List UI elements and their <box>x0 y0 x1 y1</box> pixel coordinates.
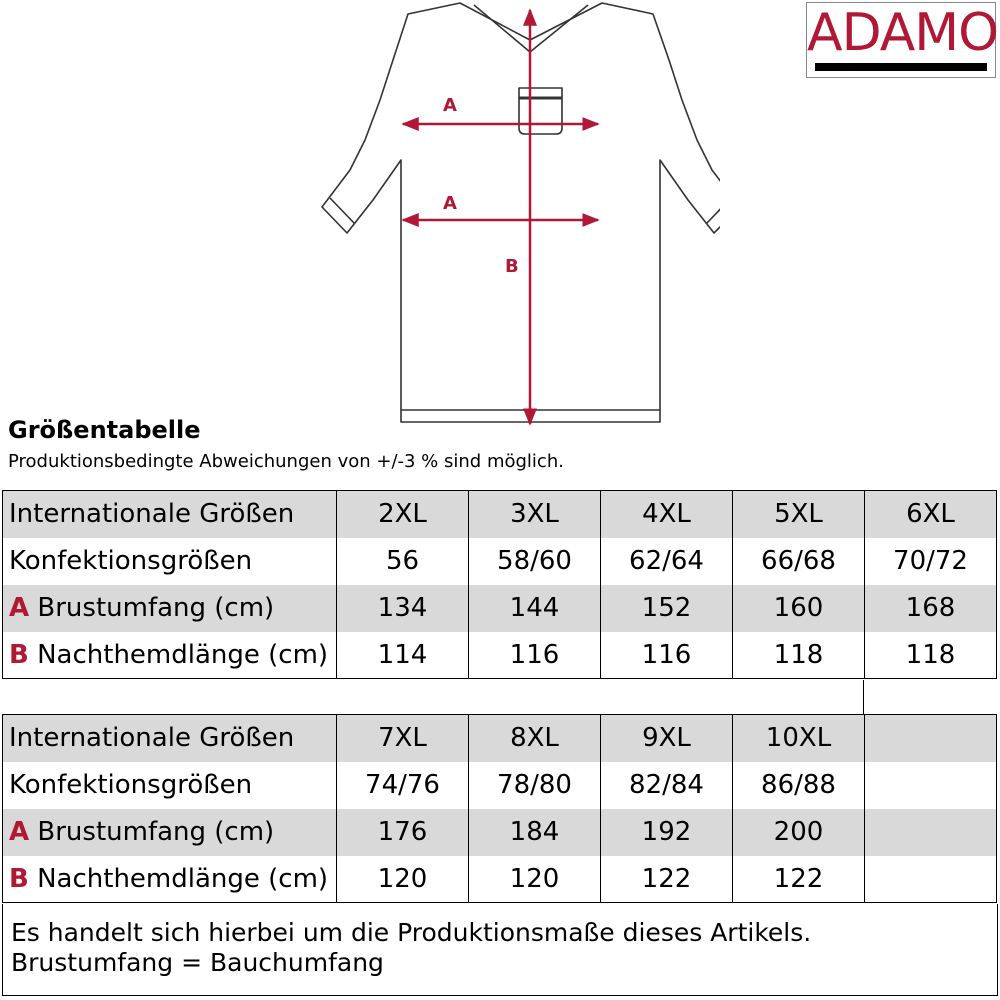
table-row-konfektion <box>3 538 997 585</box>
footnote-line: Es handelt sich hierbei um die Produktionsmaße dieses Artikels. <box>11 918 812 947</box>
label-a-lower: A <box>443 193 457 214</box>
row-label: Konfektionsgrößen <box>3 538 337 585</box>
row-letter: A <box>9 817 30 847</box>
laenge-cell: 120 <box>337 856 469 903</box>
size-cell: 4XL <box>601 491 733 538</box>
row-label <box>3 585 337 632</box>
table-row-brustumfang <box>3 809 997 856</box>
row-label-text: Brustumfang (cm) <box>37 593 275 623</box>
konfektion-cell: 66/68 <box>733 538 865 585</box>
garment-outline <box>322 3 720 422</box>
row-label <box>3 856 337 903</box>
size-cell: 7XL <box>337 715 469 762</box>
row-label: Konfektionsgrößen <box>3 762 337 809</box>
laenge-cell: 122 <box>733 856 865 903</box>
footnote <box>2 904 998 996</box>
konfektion-cell: 58/60 <box>469 538 601 585</box>
konfektion-cell: 82/84 <box>601 762 733 809</box>
empty-cell <box>865 762 997 809</box>
size-table-1 <box>2 490 997 679</box>
brust-cell: 152 <box>601 585 733 632</box>
row-letter: B <box>9 863 29 894</box>
row-label <box>3 809 337 856</box>
row-label: Internationale Größen <box>3 491 337 538</box>
row-label <box>3 632 337 679</box>
footnote-line: Brustumfang = Bauchumfang <box>11 948 384 977</box>
table-row-international <box>3 491 997 538</box>
empty-cell <box>865 856 997 903</box>
brust-cell: 144 <box>469 585 601 632</box>
logo-bar <box>815 63 987 71</box>
table-row-konfektion <box>3 762 997 809</box>
row-label: Internationale Größen <box>3 715 337 762</box>
size-cell: 10XL <box>733 715 865 762</box>
laenge-cell: 120 <box>469 856 601 903</box>
konfektion-cell: 74/76 <box>337 762 469 809</box>
label-a-upper: A <box>443 95 457 116</box>
nightshirt-diagram <box>300 0 720 430</box>
row-letter: A <box>9 593 30 623</box>
konfektion-cell: 62/64 <box>601 538 733 585</box>
brust-cell: 176 <box>337 809 469 856</box>
logo-wordmark: ADAMO <box>807 3 999 63</box>
divider <box>863 680 864 714</box>
table-row-brustumfang <box>3 585 997 632</box>
brust-cell: 160 <box>733 585 865 632</box>
empty-cell <box>865 809 997 856</box>
size-cell: 8XL <box>469 715 601 762</box>
brand-logo <box>806 2 999 78</box>
size-cell: 2XL <box>337 491 469 538</box>
size-cell: 3XL <box>469 491 601 538</box>
brust-cell: 168 <box>865 585 997 632</box>
laenge-cell: 116 <box>469 632 601 679</box>
laenge-cell: 122 <box>601 856 733 903</box>
laenge-cell: 116 <box>601 632 733 679</box>
row-label-text: Nachthemdlänge (cm) <box>37 863 329 894</box>
table-row-international <box>3 715 997 762</box>
row-label-text: Nachthemdlänge (cm) <box>37 639 329 670</box>
konfektion-cell: 86/88 <box>733 762 865 809</box>
brust-cell: 134 <box>337 585 469 632</box>
size-cell: 6XL <box>865 491 997 538</box>
size-cell: 5XL <box>733 491 865 538</box>
brust-cell: 184 <box>469 809 601 856</box>
row-label-text: Brustumfang (cm) <box>37 817 275 847</box>
empty-cell <box>865 715 997 762</box>
konfektion-cell: 56 <box>337 538 469 585</box>
page-title: Größentabelle <box>8 416 201 444</box>
size-cell: 9XL <box>601 715 733 762</box>
label-b: B <box>505 256 519 277</box>
laenge-cell: 118 <box>865 632 997 679</box>
konfektion-cell: 78/80 <box>469 762 601 809</box>
page-subtitle: Produktionsbedingte Abweichungen von +/-3 % sind möglich. <box>8 451 564 472</box>
row-letter: B <box>9 639 29 670</box>
table-row-laenge <box>3 856 997 903</box>
brust-cell: 192 <box>601 809 733 856</box>
laenge-cell: 118 <box>733 632 865 679</box>
pocket <box>519 88 562 134</box>
konfektion-cell: 70/72 <box>865 538 997 585</box>
brust-cell: 200 <box>733 809 865 856</box>
size-table-2 <box>2 714 997 903</box>
table-row-laenge <box>3 632 997 679</box>
laenge-cell: 114 <box>337 632 469 679</box>
